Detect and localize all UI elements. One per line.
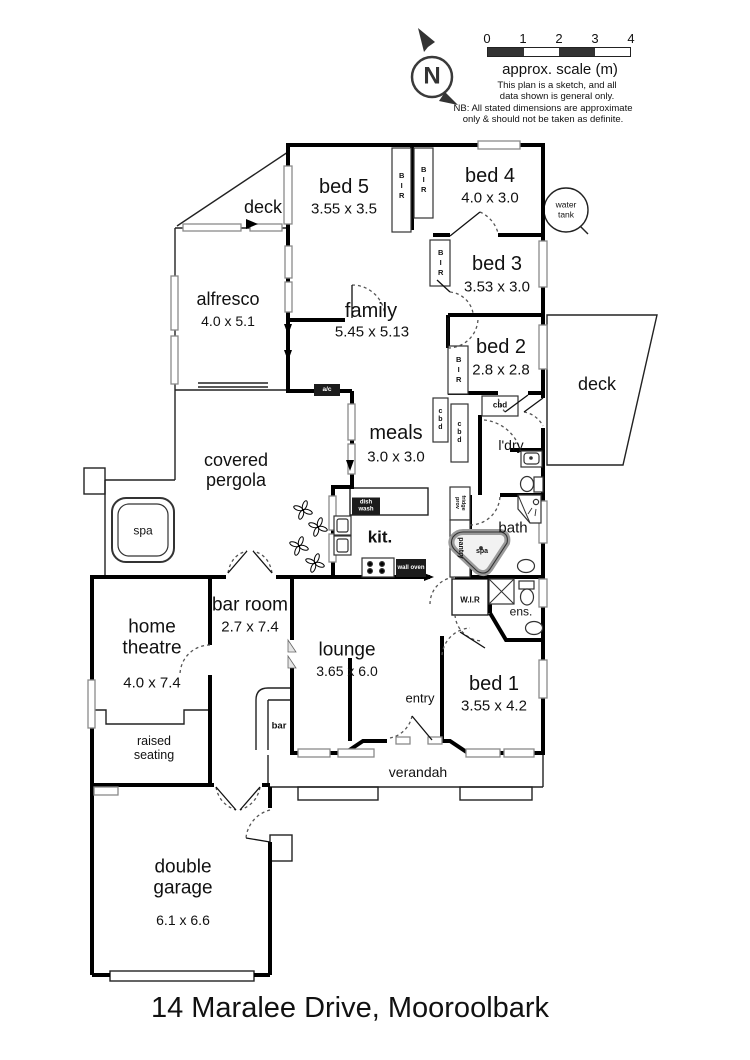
room-dims-alfresco: 4.0 x 5.1	[201, 313, 255, 330]
garage-step	[270, 835, 292, 861]
room-dims-meals: 3.0 x 3.0	[367, 448, 425, 466]
wall-oven-label: wall oven	[396, 559, 426, 577]
bir-label: BIR	[397, 171, 407, 201]
bath-vanity-icon	[518, 560, 535, 573]
room-label-entry: entry	[405, 690, 435, 706]
disclaimer-line: only & should not be taken as definite.	[462, 114, 624, 125]
room-label-covered-pergola: covered pergola	[203, 449, 269, 490]
bir-label: BIR	[454, 355, 464, 385]
room-label-bar: bar	[271, 720, 287, 732]
room-label-alfresco: alfresco	[196, 288, 260, 309]
bar-wall-vent	[288, 640, 296, 668]
room-dims-bed5: 3.55 x 3.5	[311, 200, 377, 218]
bir-label: BIR	[436, 248, 446, 278]
cbd-label: cbd	[492, 400, 508, 410]
room-label-laundry: l'dry	[498, 437, 524, 454]
disclaimer-line: This plan is a sketch, and all	[497, 80, 617, 91]
scale-tick: 4	[627, 31, 635, 46]
scale-tick: 0	[483, 31, 491, 46]
room-label-lounge: lounge	[318, 639, 376, 661]
room-label-wir: W.I.R	[460, 595, 480, 605]
compass-letter: N	[423, 62, 441, 90]
room-label-bed5: bed 5	[318, 175, 370, 198]
wc-icon	[521, 477, 544, 493]
room-label-home-theatre: home theatre	[122, 616, 182, 659]
room-dims-bed4: 4.0 x 3.0	[461, 189, 519, 207]
garden-flower-icons	[289, 500, 328, 573]
dish-wash-label: dish wash	[352, 498, 380, 515]
scale-label: approx. scale (m)	[502, 61, 618, 78]
verandah-step	[298, 787, 378, 800]
scale-tick: 1	[519, 31, 527, 46]
verandah-step	[460, 787, 532, 800]
ens-wc-icon	[519, 581, 534, 605]
room-label-verandah: verandah	[388, 764, 448, 781]
ens-vanity-icon	[526, 622, 543, 635]
room-dims-double-garage: 6.1 x 6.6	[156, 912, 210, 929]
cooktop-icon	[362, 558, 394, 577]
room-label-raised-seating: raised seating	[133, 734, 175, 762]
spa-bath-label: spa	[475, 548, 489, 556]
disclaimer-line: data shown is general only.	[499, 91, 615, 102]
cbd-label: cbd	[455, 421, 463, 445]
water-tank-label: water tank	[555, 199, 577, 219]
scale-bar	[487, 47, 631, 57]
room-dims-bed1: 3.55 x 4.2	[461, 697, 527, 715]
room-dims-home-theatre: 4.0 x 7.4	[123, 674, 181, 692]
room-label-bar-room: bar room	[211, 594, 289, 616]
room-label-bed4: bed 4	[464, 164, 516, 187]
ens-shower-icon	[489, 579, 514, 604]
bir-label: BIR	[419, 165, 429, 195]
room-label-deck-top: deck	[243, 196, 283, 217]
room-dims-family: 5.45 x 5.13	[334, 323, 410, 341]
room-label-bed2: bed 2	[475, 335, 527, 358]
kitchen-sink-icon	[334, 516, 351, 555]
side-notch	[84, 468, 105, 494]
raised-seating-step	[92, 710, 210, 724]
room-label-double-garage: double garage	[153, 856, 213, 899]
bar-counter	[256, 688, 292, 750]
room-label-kitchen: kit.	[367, 527, 393, 547]
scale-tick: 2	[555, 31, 563, 46]
room-dims-bed2: 2.8 x 2.8	[472, 361, 530, 379]
room-dims-bed3: 3.53 x 3.0	[464, 278, 530, 296]
pantry-label: pantry	[456, 537, 464, 559]
scale-tick: 3	[591, 31, 599, 46]
room-label-bath: bath	[498, 519, 528, 537]
cbd-label: cbd	[436, 408, 444, 432]
page-title: 14 Maralee Drive, Mooroolbark	[150, 991, 550, 1024]
room-label-family: family	[344, 299, 398, 322]
room-dims-bar-room: 2.7 x 7.4	[221, 618, 279, 636]
room-dims-lounge: 3.65 x 6.0	[316, 663, 378, 680]
room-label-bed1: bed 1	[468, 672, 520, 695]
room-label-ensuite: ens.	[509, 604, 533, 619]
disclaimer-line: NB: All stated dimensions are approximate	[453, 103, 633, 114]
ac-label: a/c	[314, 384, 340, 396]
room-label-meals: meals	[369, 421, 423, 444]
fridge-label: fridge prov	[454, 495, 467, 511]
room-label-bed3: bed 3	[471, 252, 523, 275]
room-label-spa: spa	[133, 523, 153, 538]
room-label-deck-right: deck	[577, 373, 617, 394]
laundry-trough-icon	[521, 451, 542, 467]
garage-door	[110, 971, 254, 981]
